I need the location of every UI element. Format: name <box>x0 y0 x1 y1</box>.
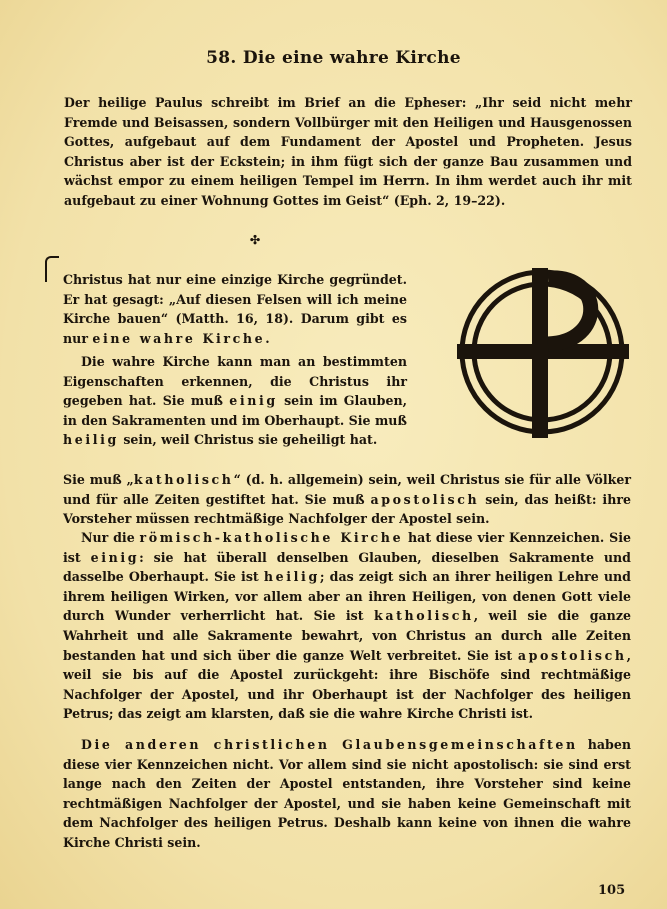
text-segment: : sie hat überall denselben Glauben, dieselben Sakramente und dasselbe Oberhaupt. Sie ist <box>63 549 631 585</box>
text-segment: . <box>265 330 270 346</box>
text-segment: sein, das heißt: ihre Vorsteher müssen rechtmäßige Nachfolger der Apostel sein. <box>63 491 632 527</box>
emphasis-text: katholisch <box>374 608 474 624</box>
emphasis-text: katholisch <box>133 472 234 487</box>
text-segment: haben diese vier Kennzeichen nicht. Vor allem sind sie nicht apostolisch: sie sind erst lange nach den Zeiten der Apostel entstanden, ihre Vorsteher sind keine rechtmäßigen Nachfolger der Apostel, und sie haben keine Gemeinschaft mit dem Nachfolger des heiligen Petrus. Deshalb kann keine von ihnen die wahre Kirche Christi sein. <box>63 737 632 850</box>
text-segment: “ (d. h. allgemein) sein, weil Christus sie für alle Völker und für alle Zeiten gestiftet hat. Sie muß <box>63 472 631 507</box>
margin-bracket-mark <box>45 256 59 282</box>
emphasis-text: apostolisch <box>370 491 480 507</box>
emphasis-text: einig <box>229 393 278 409</box>
paragraph-one-church <box>63 270 407 348</box>
text-segment: sein im Glauben, in den Sakramenten und im Oberhaupt. Sie muß <box>63 393 408 428</box>
text-segment: sein, weil Christus sie geheiligt hat. <box>123 432 378 448</box>
text-segment: , weil sie bis auf die Apostel zurückgeht: ihre Bischöfe sind rechtmäßige Nachfolger der Apostel, und ihr Oberhaupt ist der Nachfolger des heiligen Petrus; das zeigt am klarsten, daß sie die wahre Kirche Christi ist. <box>63 647 631 722</box>
emphasis-text: einig <box>90 549 140 565</box>
page-number: 105 <box>598 883 626 898</box>
emphasis-text: Die anderen christlichen Glaubensgemeinschaften <box>81 737 578 752</box>
text-segment: ; das zeigt sich an ihrer heiligen Lehre und ihrem heiligen Wirken, vor allem aber an ihren Heiligen, von denen Gott viele durch Wunder verherrlicht hat. Sie ist <box>63 569 631 624</box>
paragraph-marks-continued <box>63 470 631 529</box>
chapter-title: 58. Die eine wahre Kirche <box>206 48 461 68</box>
ornament-divider: ✣ <box>250 233 261 247</box>
text-segment: Nur die <box>81 530 135 545</box>
emphasis-text: heilig <box>63 432 119 448</box>
emphasis-text: eine wahre Kirche <box>92 330 266 346</box>
paragraph-other-communities <box>63 735 631 853</box>
paragraph-marks-intro <box>63 352 407 450</box>
text-segment: , weil sie die ganze Wahrheit und alle Sakramente bewahrt, von Christus an durch alle Zeiten bestanden hat und sich über die ganze Welt verbreitet. Sie ist <box>63 608 631 663</box>
text-segment: Christus hat nur eine einzige Kirche gegründet. Er hat gesagt: „Auf diesen Felsen will ich meine Kirche bauen“ (Matth. 16, 18). Darum gibt es nur <box>63 272 407 346</box>
chi-rho-symbol-icon <box>454 262 634 442</box>
text-segment: Sie muß „ <box>63 472 134 487</box>
intro-paragraph: Der heilige Paulus schreibt im Brief an die Epheser: „Ihr seid nicht mehr Fremde und Beisassen, sondern Vollbürger mit den Heiligen und Hausgenossen Gottes, aufgebaut auf dem Fundament der Apostel und Propheten. Jesus Christus aber ist der Eckstein; in ihm fügt sich der ganze Bau zusammen und wächst empor zu einem heiligen Tempel im Herrn. In ihm werdet auch ihr mit aufgebaut zu einer Wohnung Gottes im Geist“ (Eph. 2, 19–22). <box>64 95 632 208</box>
emphasis-text: heilig <box>263 569 320 585</box>
text-segment: hat diese vier Kennzeichen. Sie ist <box>63 530 632 565</box>
paragraph-roman-catholic <box>63 528 631 724</box>
emphasis-text: apostolisch <box>517 647 627 663</box>
emphasis-text: römisch-katholische Kirche <box>139 530 404 545</box>
text-segment: Die wahre Kirche kann man an bestimmten Eigenschaften erkennen, die Christus ihr gegeben hat. Sie muß <box>63 354 407 409</box>
